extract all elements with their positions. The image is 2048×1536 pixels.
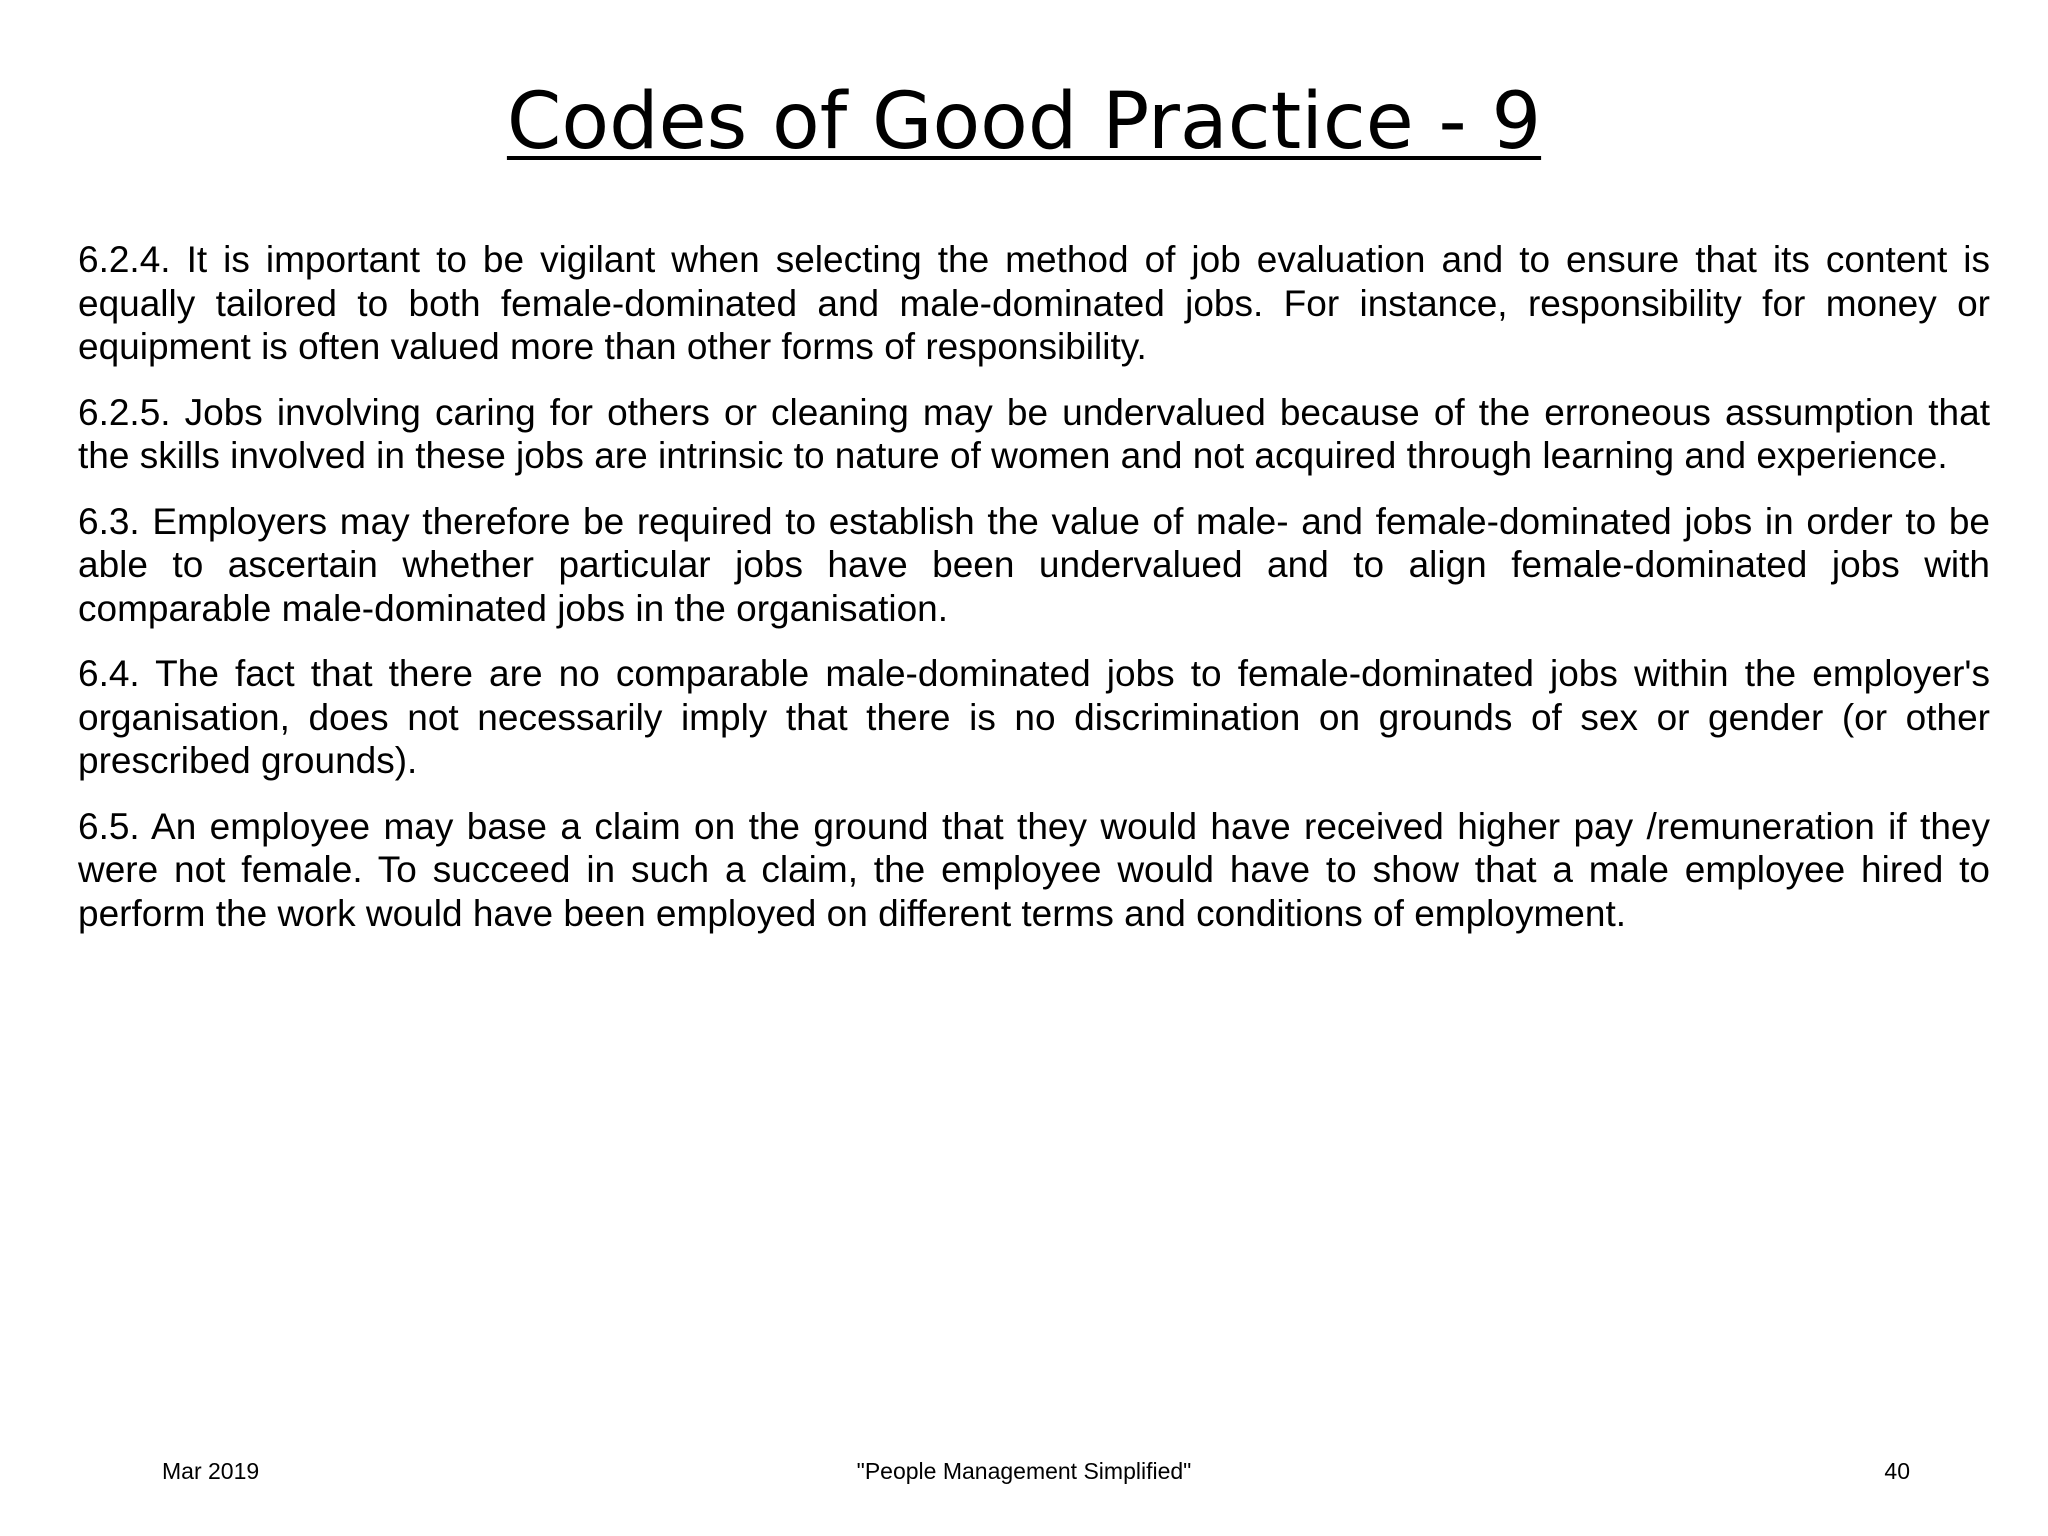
page-number: 40 bbox=[1884, 1458, 1910, 1484]
paragraph-6-5: 6.5. An employee may base a claim on the ground that they would have received higher pay /remuneration if they were not female. To succeed in such a claim, the employee would have to show that a male employee hired to perform the work would have been employed on different terms and conditions of employment. bbox=[78, 805, 1990, 934]
paragraph-6-2-5: 6.2.5. Jobs involving caring for others or cleaning may be undervalued because of the erroneous assumption that the skills involved in these jobs are intrinsic to nature of women and not acquired through learning and experience. bbox=[78, 391, 1990, 476]
paragraph-6-4: 6.4. The fact that there are no comparable male-dominated jobs to female-dominated jobs within the employer's organisation, does not necessarily imply that there is no discrimination on grounds of sex or gender (or other prescribed grounds). bbox=[78, 653, 1990, 781]
title-container bbox=[0, 77, 2048, 167]
footer-date: Mar 2019 bbox=[162, 1458, 260, 1484]
paragraph-6-2-4: 6.2.4. It is important to be vigilant when selecting the method of job evaluation and to ensure that its content is equally tailored to both female-dominated and male-dominated jobs. For instance, responsibility for money or equipment is often valued more than other forms of responsibility. bbox=[78, 239, 1990, 367]
slide-title: Codes of Good Practice - 9 bbox=[506, 77, 1542, 167]
paragraph-6-3: 6.3. Employers may therefore be required to establish the value of male- and female-dominated jobs in order to be able to ascertain whether particular jobs have been undervalued and to align female-dominated jobs with comparable male-dominated jobs in the organisation. bbox=[78, 500, 1990, 629]
slide-footer bbox=[0, 1458, 2048, 1498]
footer-caption: "People Management Simplified" bbox=[856, 1458, 1192, 1484]
slide-body bbox=[78, 238, 1990, 957]
